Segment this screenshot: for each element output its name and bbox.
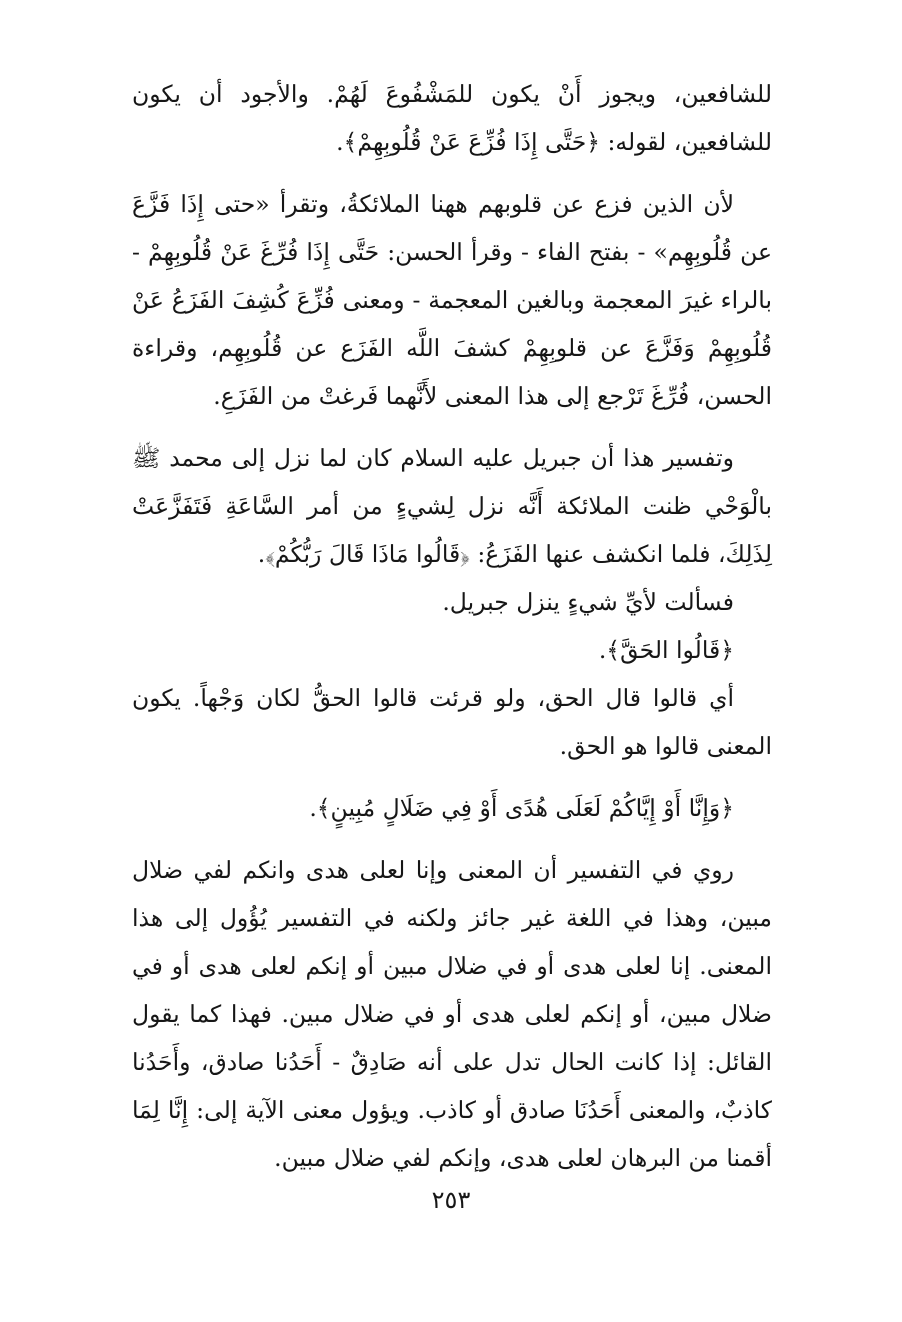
paragraph-2: لأن الذين فزع عن قلوبهم ههنا الملائكةُ، وتقرأ «حتى إِذَا فَزَّعَ عن قُلُوبِهِم» - بفتح الفاء - وقرأ الحسن: حَتَّى إِذَا فُرِّغَ عَنْ قُلُوبِهِمْ - بالراء غيرَ المعجمة وبالغين المعجمة - ومعنى فُزِّعَ كُشِفَ الفَزَعُ عَنْ قُلُوبِهِمْ وَفَزَّعَ عن قلوبِهِمْ كشفَ اللَّه الفَزَع عن قُلُوبِهِم، وقراءة الحسن، فُرِّغَ تَرْجع إلى هذا المعنى لأَنَّهما فَرغتْ من الفَزَعِ.: [132, 190, 772, 410]
paragraph-1: للشافعين، ويجوز أَنْ يكون للمَشْفُوعَ لَهُمْ. والأجود أن يكون للشافعين، لقوله: ﴿حَتَّى إِذَا فُزِّعَ عَنْ قُلُوبِهِمْ﴾.: [132, 80, 772, 156]
paragraph-3: وتفسير هذا أن جبريل عليه السلام كان لما نزل إلى محمد ﷺ بالْوَحْي ظنت الملائكة أَنَّه نزل لِشيءٍ من أمر السَّاعَةِ فَتَفَزَّعَتْ لِذَلِكَ، فلما انكشف عنها الفَزَعُ: ﴿قَالُوا مَاذَا قَالَ رَبُّكُمْ﴾.: [132, 444, 772, 568]
quran-verse-1: ﴿قَالُوا الحَقَّ﴾.: [598, 636, 734, 664]
paragraph-4: فسألت لأيِّ شيءٍ ينزل جبريل.: [442, 588, 734, 616]
page-body: [132, 70, 772, 1182]
paragraph-5: أي قالوا قال الحق، ولو قرئت قالوا الحقُّ لكان وَجْهاً. يكون المعنى قالوا هو الحق.: [132, 684, 772, 760]
quran-verse-2: ﴿وَإِنَّا أَوْ إِيَّاكُمْ لَعَلَى هُدًى أَوْ فِي ضَلَالٍ مُبِينٍ﴾.: [309, 794, 734, 822]
paragraph-6: روي في التفسير أن المعنى وإنا لعلى هدى وانكم لفي ضلال مبين، وهذا في اللغة غير جائز ولكنه في التفسير يُؤُول إلى هذا المعنى. إنا لعلى هدى أو في ضلال مبين أو إنكم لعلى هدى أو في ضلال مبين، أو إنكم لعلى هدى أو في ضلال مبين. فهذا كما يقول القائل: إذا كانت الحال تدل على أنه صَادِقٌ - أَحَدُنا صادق، وأَحَدُنا كاذبٌ، والمعنى أَحَدُنَا صادق أو كاذب. ويؤول معنى الآية إلى: إِنَّا لِمَا أقمنا من البرهان لعلى هدى، وإنكم لفي ضلال مبين.: [132, 856, 772, 1172]
page-number: ٢٥٣: [431, 1186, 471, 1214]
